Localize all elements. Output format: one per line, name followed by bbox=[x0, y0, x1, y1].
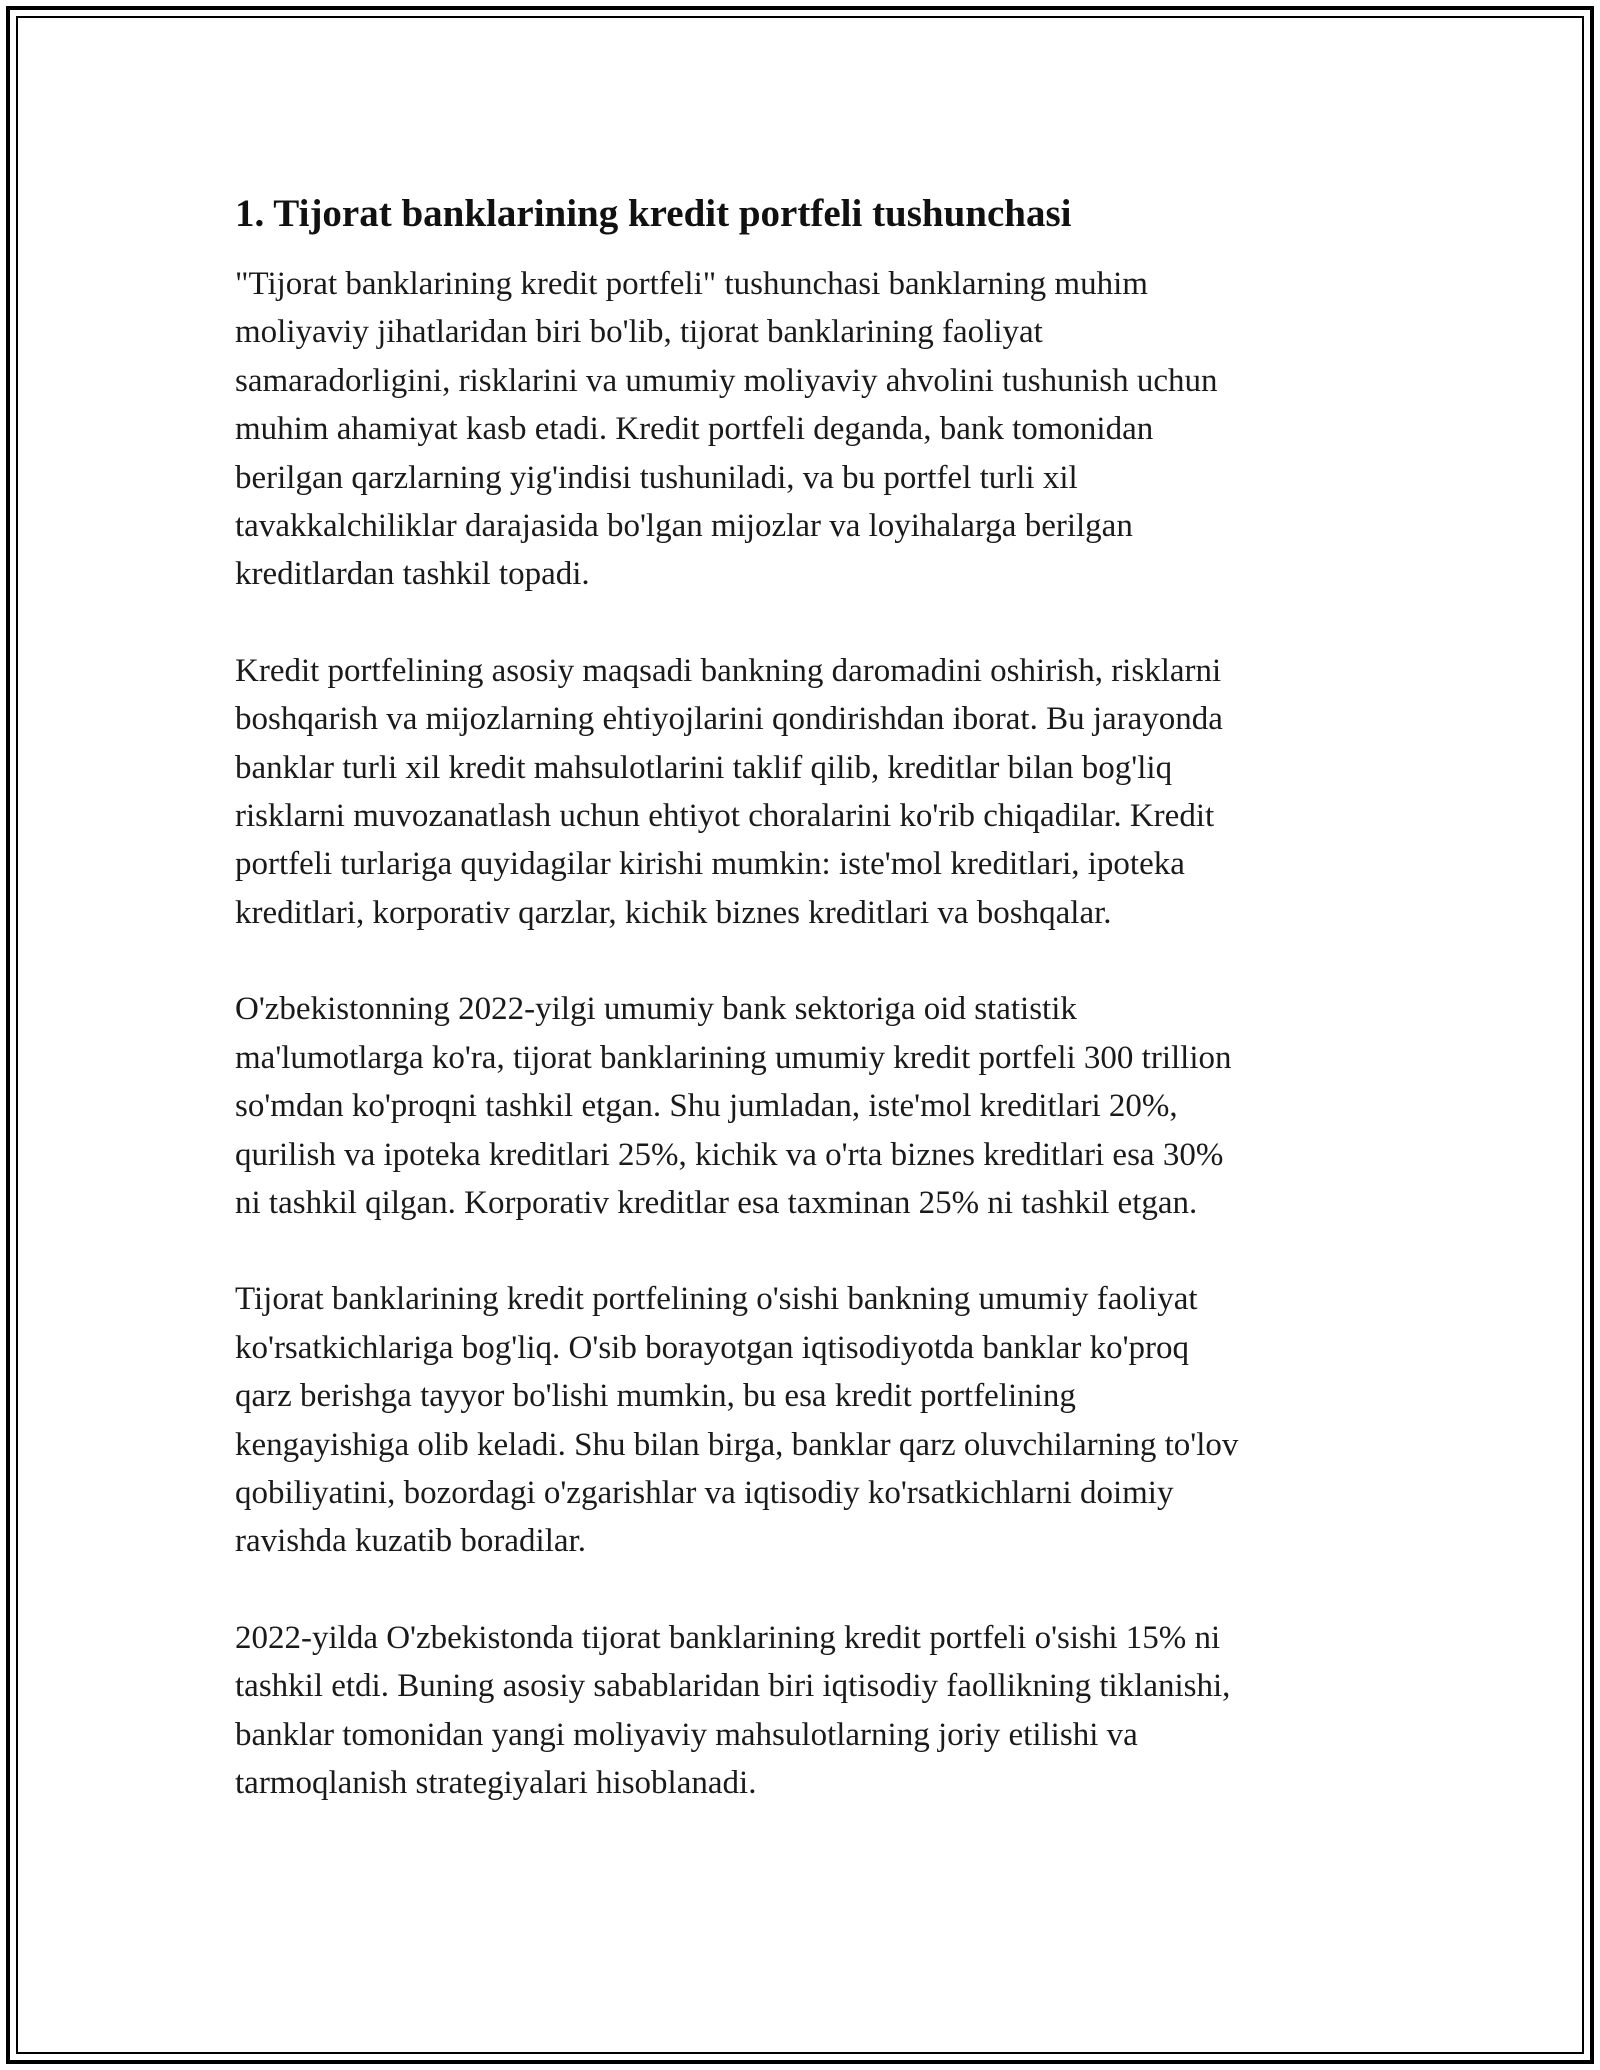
paragraph-line: qurilish va ipoteka kreditlari 25%, kichik va o'rta biznes kreditlari esa 30% bbox=[235, 1136, 1224, 1173]
section-heading: 1. Tijorat banklarining kredit portfeli tushunchasi bbox=[235, 192, 1072, 235]
paragraph-line: boshqarish va mijozlarning ehtiyojlarini qondirishdan iborat. Bu jarayonda bbox=[235, 701, 1223, 738]
paragraph-line: moliyaviy jihatlaridan biri bo'lib, tijorat banklarining faoliyat bbox=[235, 314, 1043, 351]
paragraph-list bbox=[235, 260, 1375, 1807]
paragraph-line: banklar turli xil kredit mahsulotlarini taklif qilib, kreditlar bilan bog'liq bbox=[235, 749, 1173, 786]
paragraph-line: kreditlari, korporativ qarzlar, kichik biznes kreditlari va boshqalar. bbox=[235, 894, 1112, 931]
paragraph-line: banklar tomonidan yangi moliyaviy mahsulotlarning joriy etilishi va bbox=[235, 1716, 1138, 1753]
paragraph-line: "Tijorat banklarining kredit portfeli" tushunchasi banklarning muhim bbox=[235, 266, 1148, 302]
paragraph-line: 2022-yilda O'zbekistonda tijorat banklarining kredit portfeli o'sishi 15% ni bbox=[235, 1619, 1221, 1656]
paragraph-line: kreditlardan tashkil topadi. bbox=[235, 556, 590, 593]
paragraph-line: kengayishiga olib keladi. Shu bilan birga, banklar qarz oluvchilarning to'lov bbox=[235, 1426, 1239, 1463]
paragraph-line: ma'lumotlarga ko'ra, tijorat banklarining umumiy kredit portfeli 300 trillion bbox=[235, 1039, 1232, 1076]
paragraph-line: Kredit portfelining asosiy maqsadi bankning daromadini oshirish, risklarni bbox=[235, 652, 1222, 689]
paragraph-2 bbox=[235, 647, 1375, 937]
paragraph-line: tashkil etdi. Buning asosiy sabablaridan biri iqtisodiy faollikning tiklanishi, bbox=[235, 1668, 1231, 1705]
paragraph-line: ni tashkil qilgan. Korporativ kreditlar esa taxminan 25% ni tashkil etgan. bbox=[235, 1184, 1198, 1221]
paragraph-line: qobiliyatini, bozordagi o'zgarishlar va iqtisodiy ko'rsatkichlarni doimiy bbox=[235, 1474, 1174, 1511]
paragraph-line: portfeli turlariga quyidagilar kirishi mumkin: iste'mol kreditlari, ipoteka bbox=[235, 846, 1185, 883]
paragraph-line: Tijorat banklarining kredit portfelining o'sishi bankning umumiy faoliyat bbox=[235, 1281, 1198, 1318]
paragraph-line: samaradorligini, risklarini va umumiy moliyaviy ahvolini tushunish uchun bbox=[235, 362, 1218, 399]
paragraph-line: tavakkalchiliklar darajasida bo'lgan mijozlar va loyihalarga berilgan bbox=[235, 508, 1133, 545]
paragraph-line: ko'rsatkichlariga bog'liq. O'sib borayotgan iqtisodiyotda banklar ko'proq bbox=[235, 1329, 1190, 1366]
paragraph-line: O'zbekistonning 2022-yilgi umumiy bank sektoriga oid statistik bbox=[235, 991, 1077, 1028]
paragraph-3 bbox=[235, 985, 1375, 1227]
paragraph-line: berilgan qarzlarning yig'indisi tushuniladi, va bu portfel turli xil bbox=[235, 459, 1078, 496]
paragraph-1 bbox=[235, 260, 1375, 599]
paragraph-line: qarz berishga tayyor bo'lishi mumkin, bu esa kredit portfelining bbox=[235, 1378, 1076, 1415]
paragraph-line: muhim ahamiyat kasb etadi. Kredit portfeli deganda, bank tomonidan bbox=[235, 411, 1154, 448]
paragraph-line: risklarni muvozanatlash uchun ehtiyot choralarini ko'rib chiqadilar. Kredit bbox=[235, 798, 1215, 835]
paragraph-line: so'mdan ko'proqni tashkil etgan. Shu jumladan, iste'mol kreditlari 20%, bbox=[235, 1088, 1178, 1125]
paragraph-line: ravishda kuzatib boradilar. bbox=[235, 1523, 586, 1560]
document-body bbox=[235, 186, 1375, 1855]
paragraph-line: tarmoqlanish strategiyalari hisoblanadi. bbox=[235, 1764, 757, 1801]
paragraph-4 bbox=[235, 1275, 1375, 1565]
paragraph-5 bbox=[235, 1614, 1375, 1808]
